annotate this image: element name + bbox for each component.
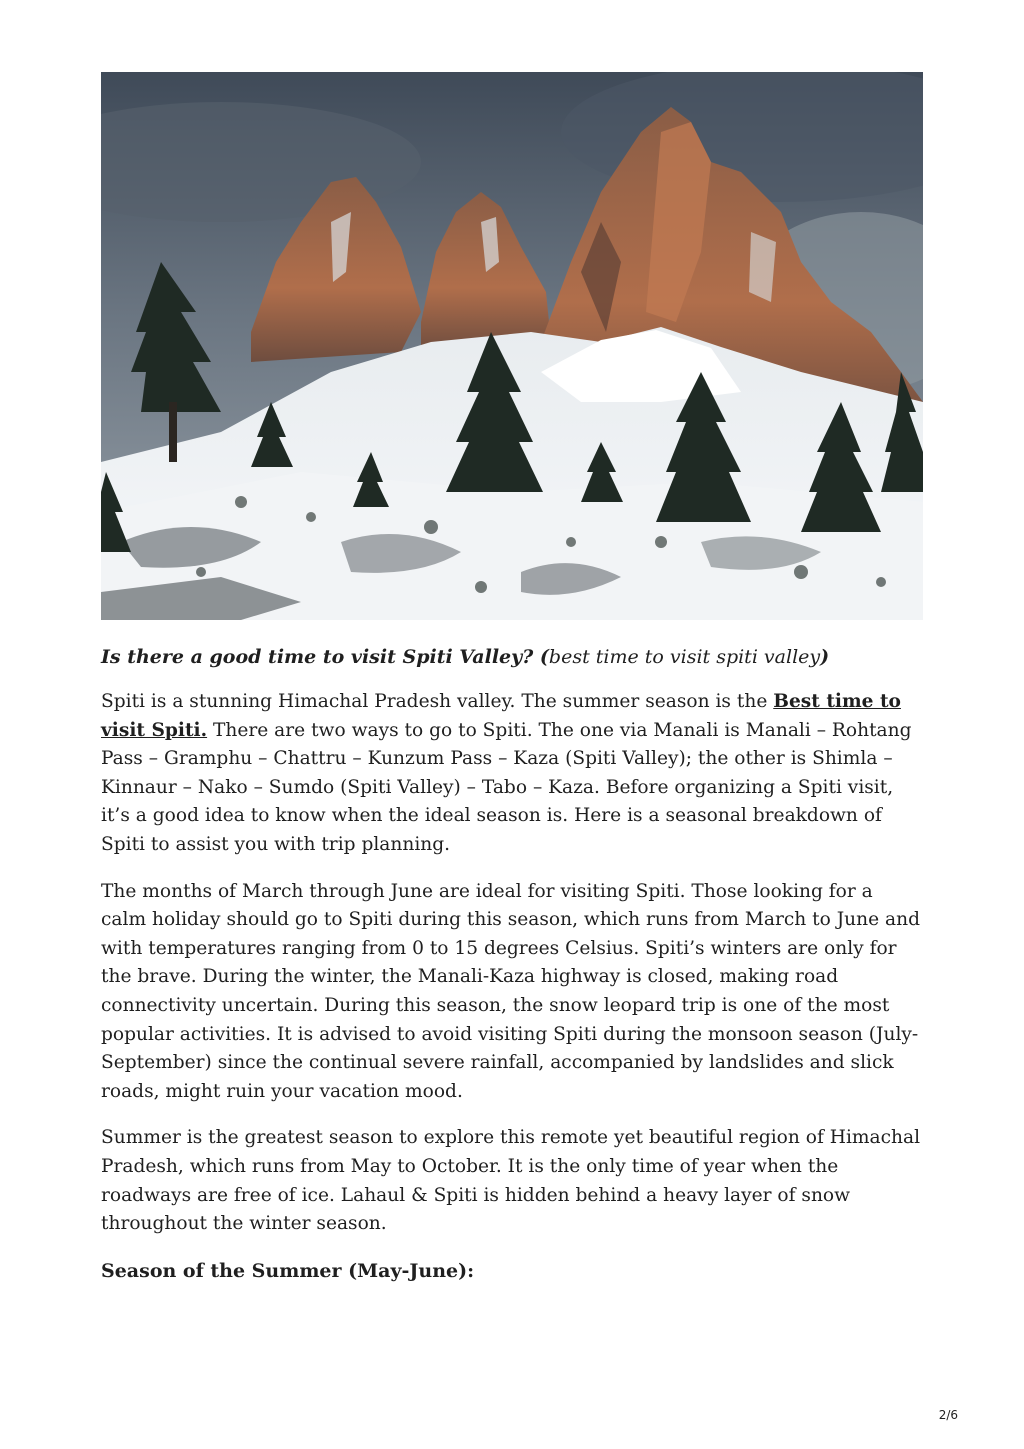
caption-question: Is there a good time to visit Spiti Valley? ( xyxy=(101,646,549,668)
page-number: 2/6 xyxy=(938,1408,958,1422)
best-time-to-visit-spiti-link[interactable]: Best time to visit Spiti. xyxy=(101,691,901,741)
section-heading: Season of the Summer (May-June): xyxy=(101,1259,475,1282)
paragraph-summer: Summer is the greatest season to explore this remote yet beautiful region of Himachal Pradesh, which runs from May to October. It is the only time of year when the roadways are free of ice. Lahaul & Spiti is hidden behind a heavy layer of snow throughout the winter season. xyxy=(101,1127,921,1235)
snowy-mountain-photo xyxy=(101,72,923,620)
caption-keyword: best time to visit spiti valley xyxy=(548,646,821,668)
paragraph-seasons: The months of March through June are ideal for visiting Spiti. Those looking for a calm holiday should go to Spiti during this season, which runs from March to June and with temperatures ranging from 0 to 15 degrees Celsius. Spiti’s winters are only for the brave. During the winter, the Manali-Kaza highway is closed, making road connectivity uncertain. During this season, the snow leopard trip is one of the most popular activities. It is advised to avoid visiting Spiti during the monsoon season (July-September) since the continual severe rainfall, accompanied by landslides and slick roads, might ruin your vacation mood. xyxy=(101,880,921,1102)
paragraph-intro xyxy=(101,688,923,860)
paragraph-intro-before: Spiti is a stunning Himachal Pradesh valley. The summer season is the xyxy=(101,691,774,712)
image-caption xyxy=(101,644,923,670)
document-content xyxy=(101,72,923,1285)
caption-close: ) xyxy=(820,646,830,668)
paragraph-intro-after: There are two ways to go to Spiti. The one via Manali is Manali – Rohtang Pass – Gramphu – Chattru – Kunzum Pass – Kaza (Spiti Valley); the other is Shimla – Kinnaur – Nako – Sumdo (Spiti Valley) – Tabo – Kaza. Before organizing a Spiti visit, it’s a good idea to know when the ideal season is. Here is a seasonal breakdown of Spiti to assist you with trip planning. xyxy=(101,719,912,855)
